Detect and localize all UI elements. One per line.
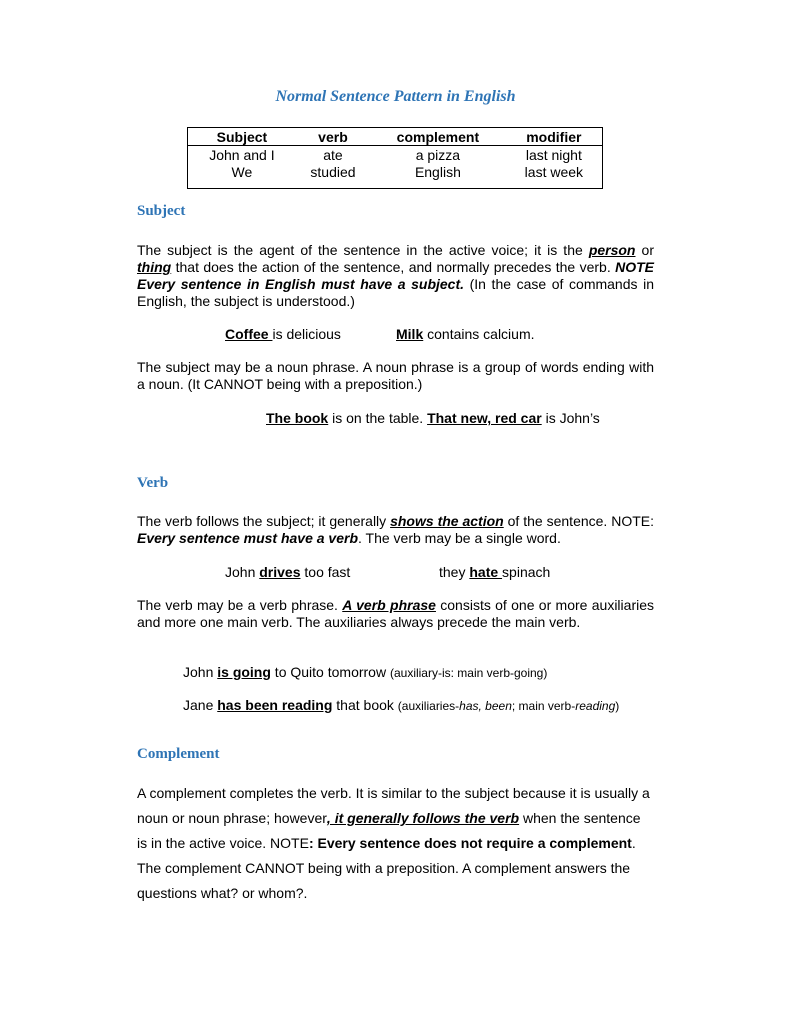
text: spinach bbox=[502, 564, 551, 580]
text: The verb may be a verb phrase. bbox=[137, 597, 343, 613]
text: Jane bbox=[183, 697, 218, 713]
text: reading bbox=[575, 699, 616, 713]
verb-example-2 bbox=[439, 564, 550, 580]
verb-example-1 bbox=[225, 564, 350, 580]
emphasis-thing: thing bbox=[137, 259, 172, 275]
table-cell: We bbox=[231, 163, 253, 180]
text: of the sentence. NOTE: bbox=[503, 513, 655, 529]
text: contains calcium. bbox=[423, 326, 535, 342]
example-verb: is going bbox=[217, 664, 271, 680]
example-subject: The book bbox=[266, 410, 329, 426]
text: is John’s bbox=[541, 410, 600, 426]
text: when the sentence is in the active voice. NOTE bbox=[137, 810, 641, 851]
table-header: modifier bbox=[506, 128, 603, 146]
text: too fast bbox=[300, 564, 351, 580]
subject-note: NOTE Every sentence in English must have a subject. bbox=[137, 259, 654, 292]
text: John bbox=[225, 564, 260, 580]
table-header: Subject bbox=[188, 128, 296, 146]
table-row bbox=[188, 163, 603, 189]
table-cell: last night bbox=[525, 146, 582, 163]
example-verb: drives bbox=[259, 564, 301, 580]
example-subject: Coffee bbox=[225, 326, 273, 342]
example-verb: hate bbox=[469, 564, 503, 580]
example-subject: Milk bbox=[396, 326, 424, 342]
emphasis-verb-phrase: A verb phrase bbox=[342, 597, 436, 613]
subject-paragraph bbox=[137, 242, 654, 310]
table-cell: ate bbox=[323, 146, 343, 163]
text: (In the case of commands in English, the subject is understood.) bbox=[137, 276, 654, 309]
text: A complement completes the verb. It is similar to the subject because it is usually a noun or noun phrase; however bbox=[137, 785, 650, 826]
emphasis-follows-verb: , it generally follows the verb bbox=[326, 810, 520, 826]
text: John bbox=[183, 664, 218, 680]
text: is on the table. bbox=[328, 410, 428, 426]
table-cell: studied bbox=[310, 163, 356, 180]
emphasis-person: person bbox=[588, 242, 636, 258]
noun-phrase-examples bbox=[266, 410, 600, 426]
example-note bbox=[398, 699, 619, 713]
table-row bbox=[188, 146, 603, 164]
table-header: verb bbox=[296, 128, 370, 146]
subject-heading: Subject bbox=[137, 203, 186, 219]
text: that does the action of the sentence, and normally precedes the verb. bbox=[171, 259, 616, 275]
table-cell: last week bbox=[524, 163, 584, 180]
sentence-pattern-table bbox=[187, 127, 603, 189]
text: or bbox=[635, 242, 654, 258]
table-cell: John and I bbox=[209, 146, 275, 163]
table-header-row bbox=[188, 128, 603, 146]
text: The verb follows the subject; it generally bbox=[137, 513, 391, 529]
text: to Quito tomorrow bbox=[270, 664, 390, 680]
verb-paragraph bbox=[137, 513, 654, 547]
text: The subject is the agent of the sentence in the active voice; it is the bbox=[137, 242, 589, 258]
complement-heading: Complement bbox=[137, 746, 220, 762]
noun-phrase-paragraph: The subject may be a noun phrase. A noun phrase is a group of words ending with a noun. (It CANNOT being with a preposition.) bbox=[137, 359, 654, 392]
text: has, been bbox=[459, 699, 512, 713]
verb-phrase-paragraph bbox=[137, 597, 654, 631]
subject-example-2 bbox=[396, 326, 535, 342]
page-title: Normal Sentence Pattern in English bbox=[275, 88, 516, 105]
table-cell: a pizza bbox=[415, 146, 461, 163]
text: . The verb may be a single word. bbox=[358, 530, 561, 546]
text: ) bbox=[615, 699, 620, 713]
verb-note: Every sentence must have a verb bbox=[137, 530, 359, 546]
complement-paragraph bbox=[137, 781, 654, 906]
table-cell: English bbox=[414, 163, 461, 180]
table-header: complement bbox=[370, 128, 506, 146]
text: is delicious bbox=[272, 326, 341, 342]
verb-phrase-example-2 bbox=[183, 697, 619, 713]
emphasis-shows-action: shows the action bbox=[390, 513, 504, 529]
subject-example-1 bbox=[225, 326, 341, 342]
text: (auxiliaries- bbox=[397, 699, 460, 713]
verb-heading: Verb bbox=[137, 475, 169, 491]
verb-phrase-example-1 bbox=[183, 664, 547, 680]
text: they bbox=[439, 564, 470, 580]
complement-note: : Every sentence does not require a complement bbox=[308, 835, 632, 851]
example-verb: has been reading bbox=[217, 697, 333, 713]
text: that book bbox=[332, 697, 398, 713]
text: ; main verb- bbox=[511, 699, 576, 713]
example-subject: That new, red car bbox=[427, 410, 542, 426]
text: consists of one or more auxiliaries and more one main verb. The auxiliaries always precede the main verb. bbox=[137, 597, 654, 630]
text: . The complement CANNOT being with a preposition. A complement answers the questions what? or whom?. bbox=[137, 835, 636, 901]
example-note: (auxiliary-is: main verb-going) bbox=[389, 666, 548, 680]
